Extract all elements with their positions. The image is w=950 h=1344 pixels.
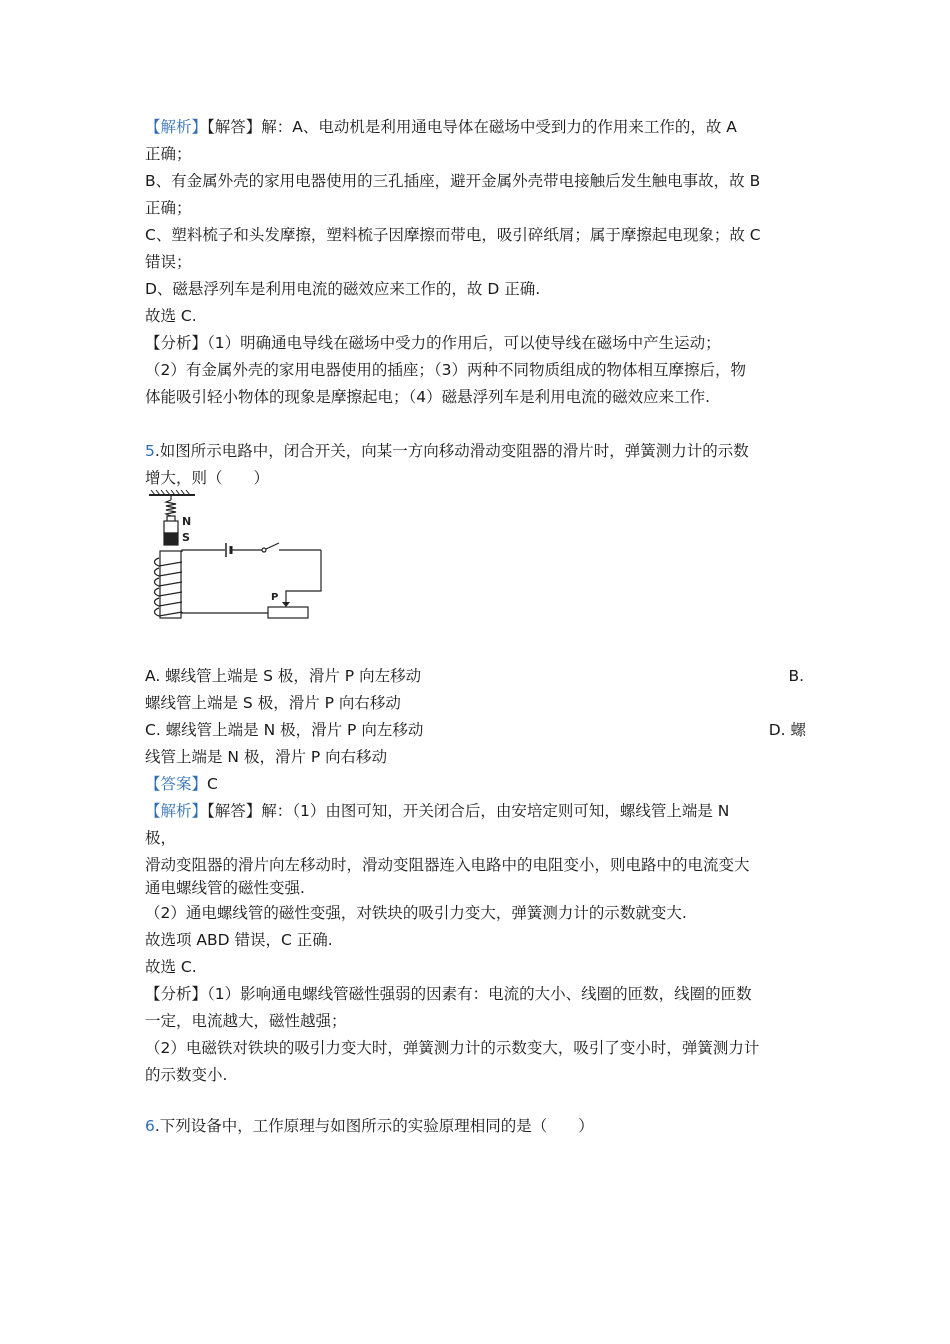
- q5-explanation-line-5: （2）通电螺线管的磁性变强，对铁块的吸引力变大，弹簧测力计的示数就变大.: [145, 904, 687, 922]
- q4-explanation-line-6: 错误；: [145, 253, 192, 271]
- q4-explanation-line-2: 正确；: [145, 145, 192, 163]
- q4-explanation-line-3: B、有金属外壳的家用电器使用的三孔插座，避开金属外壳带电接触后发生触电事故，故 B: [145, 172, 761, 190]
- q4-analysis-line-2: （2）有金属外壳的家用电器使用的插座；（3）两种不同物质组成的物体相互摩擦后，物: [145, 361, 746, 379]
- q5-analysis-line-1: 【分析】（1）影响通电螺线管磁性强弱的因素有：电流的大小、线圈的匝数，线圈的匝数: [145, 985, 752, 1003]
- q4-explanation-line-8: 故选 C.: [145, 307, 197, 325]
- label-p: P: [271, 592, 279, 603]
- q4-explanation-line-7: D、磁悬浮列车是利用电流的磁效应来工作的，故 D 正确.: [145, 280, 541, 298]
- slider-arrow: [282, 602, 290, 607]
- q5-analysis-line-4: 的示数变小.: [145, 1066, 228, 1084]
- q4-analysis-line-1: 【分析】（1）明确通电导线在磁场中受力的作用后，可以使导线在磁场中产生运动；: [145, 334, 721, 352]
- q6-stem: 6.下列设备中，工作原理与如图所示的实验原理相同的是（ ）: [145, 1117, 594, 1135]
- magnet-n-end: [164, 521, 178, 533]
- q4-explanation-line-5: C、塑料梳子和头发摩擦，塑料梳子因摩擦而带电，吸引碎纸屑；属于摩擦起电现象；故 C: [145, 226, 761, 244]
- q5-option-d: 线管上端是 N 极，滑片 P 向右移动: [145, 748, 388, 766]
- q6-number: 6: [145, 1117, 155, 1135]
- jiexi-tag: 【解析】: [145, 118, 208, 136]
- q5-option-d-letter: D. 螺: [768, 721, 806, 739]
- jiexi-tag-q5: 【解析】: [145, 802, 208, 820]
- q5-analysis-line-3: （2）电磁铁对铁块的吸引力变大时，弹簧测力计的示数变大，吸引了变小时，弹簧测力计: [145, 1039, 760, 1057]
- q5-explanation-line-2: 极，: [145, 829, 177, 847]
- q5-stem-line-2: 增大，则（ ）: [145, 469, 270, 487]
- answer-tag: 【答案】: [145, 775, 208, 793]
- answer-value: C: [207, 775, 218, 793]
- q5-option-c: C. 螺线管上端是 N 极，滑片 P 向左移动: [145, 721, 424, 739]
- switch-pivot: [262, 548, 266, 552]
- q4-explanation-line-4: 正确；: [145, 199, 192, 217]
- q5-explanation-line-6: 故选项 ABD 错误，C 正确.: [145, 931, 333, 949]
- q5-analysis-line-2: 一定，电流越大，磁性越强；: [145, 1012, 347, 1030]
- q5-answer-line: [145, 774, 810, 794]
- q5-explanation-line-4: 通电螺线管的磁性变强.: [145, 879, 305, 897]
- wire-right: [286, 550, 321, 596]
- q5-explanation-line-7: 故选 C.: [145, 958, 197, 976]
- label-n: N: [182, 515, 192, 528]
- q5-option-b: 螺线管上端是 S 极，滑片 P 向右移动: [145, 694, 401, 712]
- q5-option-b-letter: B.: [788, 667, 804, 685]
- q5-explanation-line-1: 【解析】【解答】解：（1）由图可知，开关闭合后，由安培定则可知，螺线管上端是 N: [145, 802, 730, 820]
- q5-number: 5: [145, 442, 155, 460]
- wire-bottom: [182, 612, 268, 613]
- magnet-s-end: [164, 533, 178, 545]
- label-s: S: [182, 531, 190, 544]
- q5-stem-line-1: 5.如图所示电路中，闭合开关，向某一方向移动滑动变阻器的滑片时，弹簧测力计的示数: [145, 442, 749, 460]
- spring: [166, 500, 176, 516]
- wire-top-left: [182, 550, 225, 552]
- q5-option-a: A. 螺线管上端是 S 极，滑片 P 向左移动: [145, 667, 422, 685]
- q4-explanation-line-1: 【解析】【解答】解：A、电动机是利用通电导体在磁场中受到力的作用来工作的，故 A: [145, 118, 737, 136]
- switch-blade: [266, 543, 279, 549]
- q5-explanation-line-3: 滑动变阻器的滑片向左移动时，滑动变阻器连入电路中的电阻变小，则电路中的电流变大: [145, 856, 750, 874]
- circuit-diagram: [145, 490, 330, 625]
- rheostat-body: [268, 607, 308, 618]
- q4-analysis-line-3: 体能吸引轻小物体的现象是摩擦起电；（4）磁悬浮列车是利用电流的磁效应来工作.: [145, 388, 711, 406]
